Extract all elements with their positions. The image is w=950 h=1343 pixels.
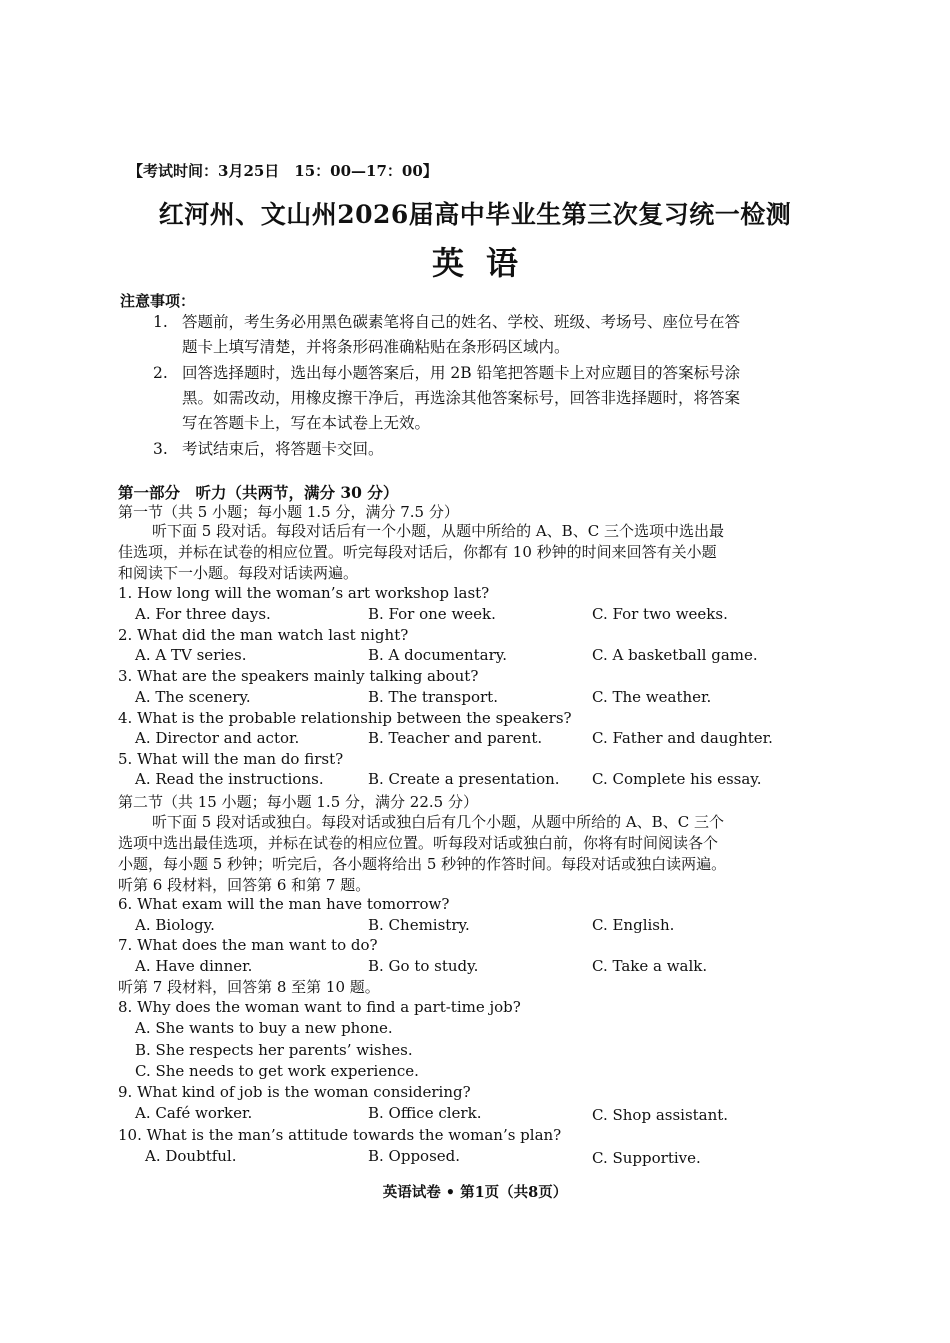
option-b: B. Office clerk.	[368, 1104, 482, 1122]
page-title: 红河州、文山州2026届高中毕业生第三次复习统一检测	[158, 200, 792, 229]
notice-line: 写在答题卡上，写在本试卷上无效。	[182, 414, 431, 432]
option-b: B. Opposed.	[368, 1147, 461, 1165]
notice-number: 2.	[153, 364, 168, 382]
option-a: A. The scenery.	[135, 688, 251, 706]
notice-number: 3.	[153, 440, 168, 458]
option-b: B. Create a presentation.	[368, 770, 560, 788]
material-6-note: 听第 6 段材料，回答第 6 和第 7 题。	[118, 876, 371, 894]
option-c: C. Supportive.	[592, 1149, 701, 1167]
option-c: C. She needs to get work experience.	[135, 1062, 419, 1080]
option-a: A. Have dinner.	[135, 957, 253, 975]
option-b: B. The transport.	[368, 688, 498, 706]
option-b: B. Chemistry.	[368, 916, 470, 934]
section-one-intro: 听下面 5 段对话。每段对话后有一个小题，从题中所给的 A、B、C 三个选项中选出最	[152, 522, 724, 540]
question-7: 7. What does the man want to do?	[118, 936, 378, 954]
question-6: 6. What exam will the man have tomorrow?	[118, 895, 450, 913]
question-3: 3. What are the speakers mainly talking about?	[118, 667, 479, 685]
section-two-intro: 听下面 5 段对话或独白。每段对话或独白后有几个小题，从题中所给的 A、B、C 三个	[152, 813, 724, 831]
section-one-intro: 佳选项，并标在试卷的相应位置。听完每段对话后，你都有 10 秒钟的时间来回答有关小题	[118, 543, 717, 561]
notice-number: 1.	[153, 313, 168, 331]
option-b: B. She respects her parents’ wishes.	[135, 1041, 413, 1059]
question-8: 8. Why does the woman want to find a part-time job?	[118, 998, 521, 1016]
notice-heading: 注意事项：	[120, 292, 196, 310]
notice-item-1	[153, 310, 168, 335]
notice-item-2	[153, 361, 168, 386]
page-footer: 英语试卷 • 第1页（共8页）	[382, 1184, 568, 1201]
notice-line: 答题前，考生务必用黑色碳素笔将自己的姓名、学校、班级、考场号、座位号在答	[182, 313, 741, 331]
option-b: B. Go to study.	[368, 957, 479, 975]
section-one-heading: 第一节（共 5 小题；每小题 1.5 分，满分 7.5 分）	[118, 503, 459, 521]
question-4: 4. What is the probable relationship between the speakers?	[118, 709, 572, 727]
notice-line: 题卡上填写清楚，并将条形码准确粘贴在条形码区域内。	[182, 338, 570, 356]
question-5: 5. What will the man do first?	[118, 750, 344, 768]
section-two-heading: 第二节（共 15 小题；每小题 1.5 分，满分 22.5 分）	[118, 793, 478, 811]
option-a: A. Read the instructions.	[135, 770, 324, 788]
section-one-intro: 和阅读下一小题。每段对话读两遍。	[118, 564, 359, 582]
section-two-intro: 小题，每小题 5 秒钟；听完后，各小题将给出 5 秒钟的作答时间。每段对话或独白读两遍。	[118, 855, 727, 873]
question-10: 10. What is the man’s attitude towards the woman’s plan?	[118, 1126, 562, 1144]
option-c: C. Take a walk.	[592, 957, 708, 975]
notice-item-3	[153, 437, 168, 462]
subject-title: 英语	[431, 244, 540, 282]
option-b: B. Teacher and parent.	[368, 729, 543, 747]
material-7-note: 听第 7 段材料，回答第 8 至第 10 题。	[118, 978, 380, 996]
notice-line: 考试结束后，将答题卡交回。	[182, 440, 384, 458]
option-c: C. Father and daughter.	[592, 729, 773, 747]
question-2: 2. What did the man watch last night?	[118, 626, 409, 644]
option-b: B. A documentary.	[368, 646, 508, 664]
exam-time: 【考试时间：3月25日 15：00—17：00】	[128, 162, 438, 180]
option-b: B. For one week.	[368, 605, 496, 623]
option-a: A. Café worker.	[135, 1104, 253, 1122]
option-a: A. For three days.	[135, 605, 271, 623]
option-a: A. Doubtful.	[145, 1147, 237, 1165]
option-c: C. A basketball game.	[592, 646, 758, 664]
notice-line: 回答选择题时，选出每小题答案后，用 2B 铅笔把答题卡上对应题目的答案标号涂	[182, 364, 741, 382]
notice-line: 黑。如需改动，用橡皮擦干净后，再选涂其他答案标号，回答非选择题时，将答案	[182, 389, 741, 407]
section-two-intro: 选项中选出最佳选项，并标在试卷的相应位置。听每段对话或独白前，你将有时间阅读各个	[118, 834, 719, 852]
option-c: C. English.	[592, 916, 675, 934]
option-c: C. For two weeks.	[592, 605, 728, 623]
option-a: A. Director and actor.	[135, 729, 300, 747]
part-one-heading: 第一部分 听力（共两节，满分 30 分）	[118, 483, 399, 502]
question-1: 1. How long will the woman’s art workshop last?	[118, 584, 490, 602]
option-a: A. She wants to buy a new phone.	[135, 1019, 393, 1037]
option-a: A. A TV series.	[135, 646, 247, 664]
option-c: C. The weather.	[592, 688, 712, 706]
option-c: C. Complete his essay.	[592, 770, 762, 788]
question-9: 9. What kind of job is the woman considering?	[118, 1083, 471, 1101]
option-c: C. Shop assistant.	[592, 1106, 729, 1124]
option-a: A. Biology.	[135, 916, 215, 934]
